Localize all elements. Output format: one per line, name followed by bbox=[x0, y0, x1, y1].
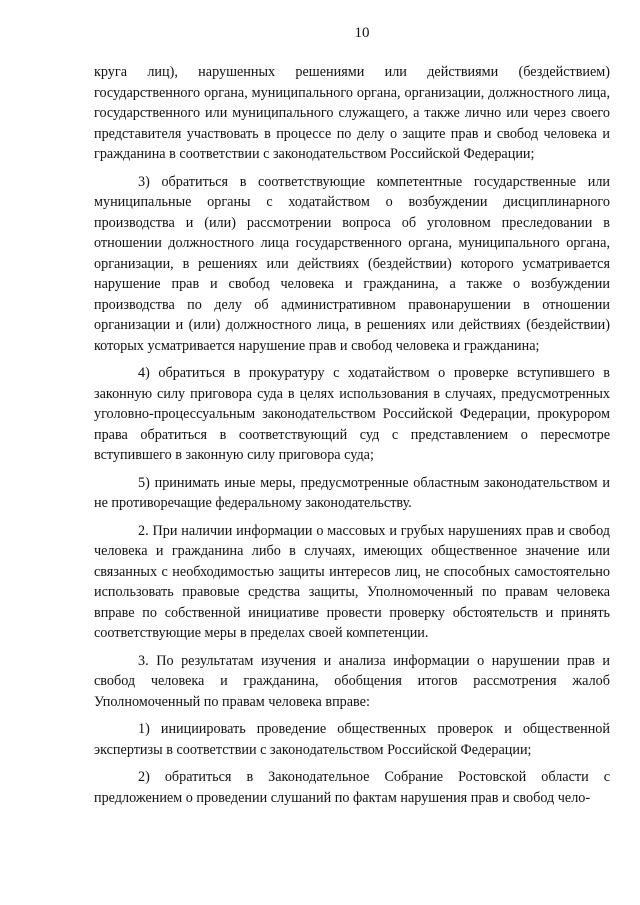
paragraph-subitem-2: 2) обратиться в Законодательное Собрание Ростовской области с предложением о проведении слушаний по фактам нарушения прав и свобод чело- bbox=[94, 769, 610, 806]
paragraph-subitem-1: 1) инициировать проведение общественных проверок и общественной экспертизы в соответствии с законодательством Российской Федерации; bbox=[94, 721, 610, 758]
paragraph-item-5: 5) принимать иные меры, предусмотренные областным законодательством и не противоречащие федеральному законодательству. bbox=[94, 474, 610, 511]
paragraph-section-3: 3. По результатам изучения и анализа информации о нарушении прав и свобод человека и гражданина, обобщения итогов рассмотрения жалоб Уполномоченный по правам человека вправе: bbox=[94, 652, 610, 710]
paragraph-section-2: 2. При наличии информации о массовых и грубых нарушениях прав и свобод человека и гражданина либо в случаях, имеющих общественное значение или связанных с необходимостью защиты интересов лиц, не способных самостоятельно использовать правовые средства защиты, Уполномоченный по правам человека вправе по собственной инициативе провести проверку обстоятельств и принять соответствующие меры в пределах своей компетенции. bbox=[94, 522, 610, 641]
paragraph-continuation: круга лиц), нарушенных решениями или действиями (бездействием) государственного органа, муниципального органа, организации, должностного лица, государственного или муниципального служащего, а также лично или через своего представителя участвовать в процессе по делу о защите прав и свобод человека и гражданина в соответствии с законодательством Российской Федерации; bbox=[94, 64, 610, 162]
page-number: 10 bbox=[354, 25, 370, 41]
paragraph-item-3: 3) обратиться в соответствующие компетентные государственные или муниципальные органы с ходатайством о возбуждении дисциплинарного производства и (или) рассмотрении вопроса об уголовном преследовании в отношении должностного лица государственного органа, муниципального органа, организации, в решениях или действиях (бездействии) которого усматривается нарушение прав и свобод человека и гражданина, а также о возбуждении производства по делу об административном правонарушении в отношении организации и (или) должностного лица, в решениях или действиях (бездействии) которых усматривается нарушение прав и свобод человека и гражданина; bbox=[94, 173, 610, 354]
paragraph-item-4: 4) обратиться в прокуратуру с ходатайством о проверке вступившего в законную силу приговора суда в целях использования в случаях, предусмотренных уголовно-процессуальным законодательством Российской Федерации, прокурором права обратиться в соответствующий суд с представлением о пересмотре вступившего в законную силу приговора суда; bbox=[94, 365, 610, 463]
